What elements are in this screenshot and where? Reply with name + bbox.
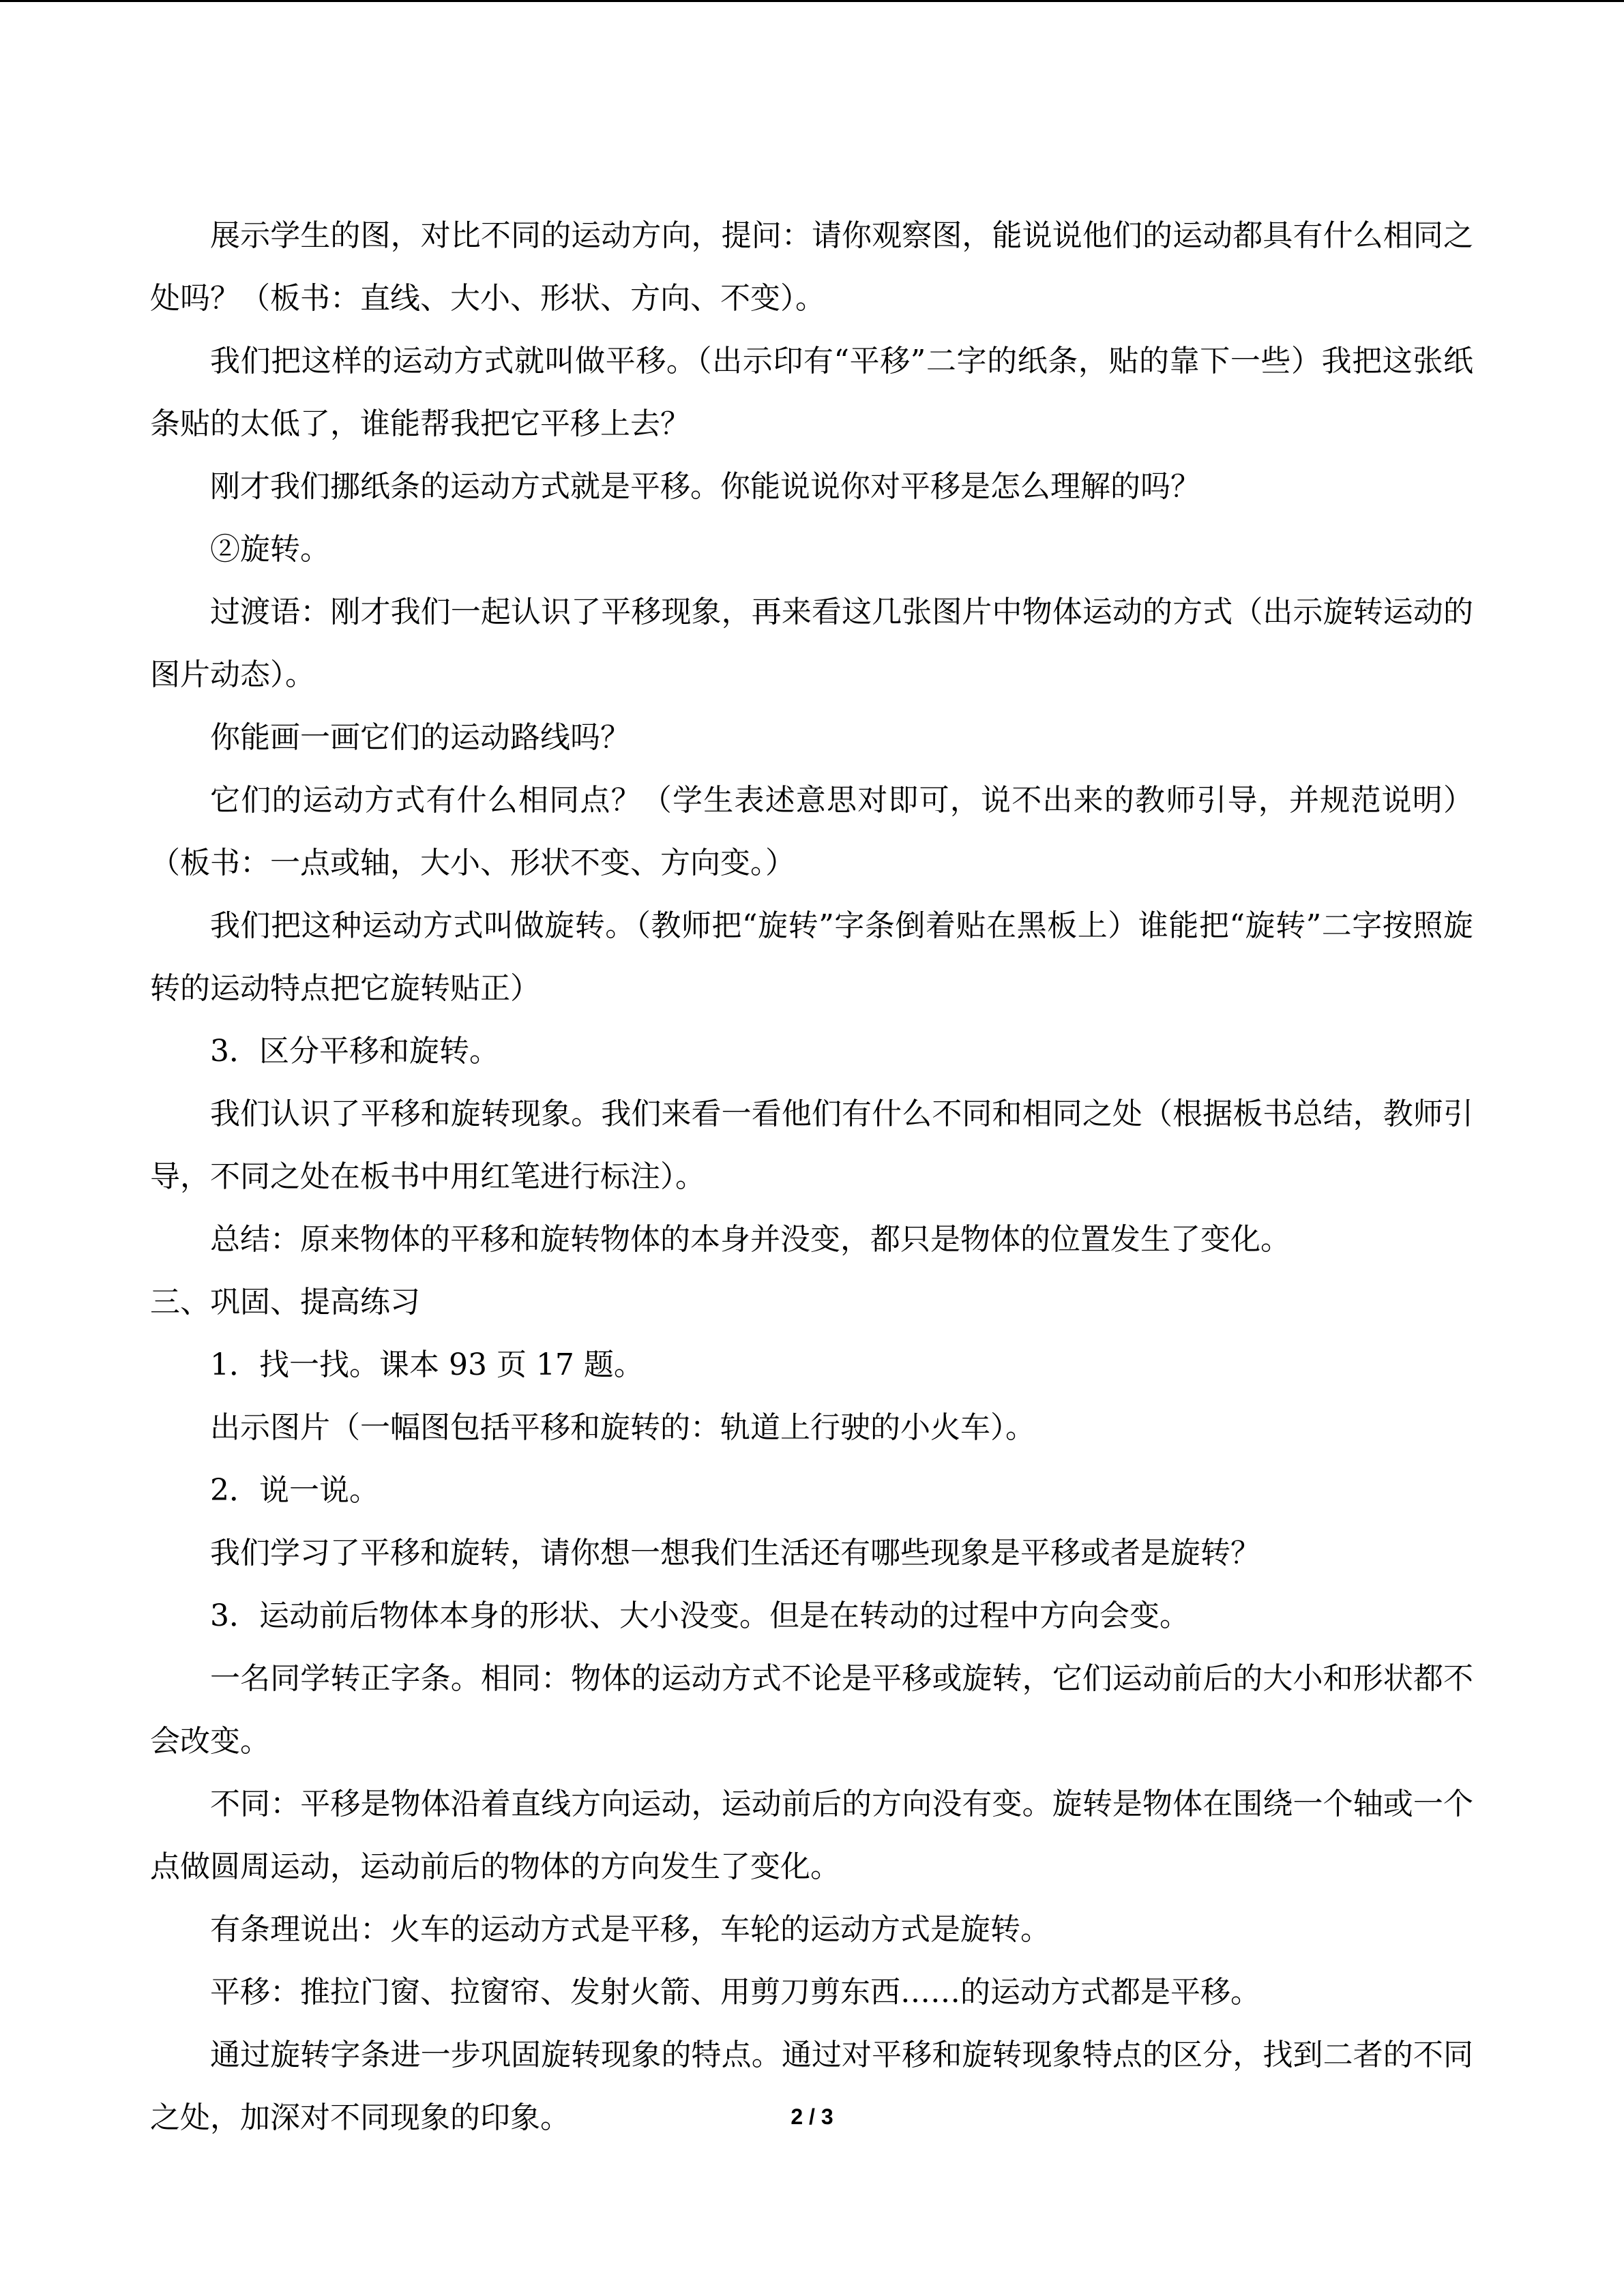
paragraph: 我们学习了平移和旋转，请你想一想我们生活还有哪些现象是平移或者是旋转？	[210, 1536, 1260, 1570]
paragraph: 它们的运动方式有什么相同点？（学生表述意思对即可，说不出来的教师引导，并规范说明）（板书：一点或轴，大小、形状不变、方向变。）	[150, 783, 1473, 880]
page-number: 2 / 3	[791, 2104, 833, 2129]
paragraph: 我们把这种运动方式叫做旋转。（教师把“旋转”字条倒着贴在黑板上）谁能把“旋转”二字按照旋转的运动特点把它旋转贴正）	[150, 908, 1473, 1006]
exercise-item: 1．找一找。课本 93 页 17 题。	[210, 1347, 644, 1382]
exercise-item: 3．运动前后物体本身的形状、大小没变。但是在转动的过程中方向会变。	[210, 1598, 1190, 1633]
paragraph: 出示图片（一幅图包括平移和旋转的：轨道上行驶的小火车）。	[210, 1410, 1035, 1445]
section-heading: 三、巩固、提高练习	[150, 1285, 420, 1320]
paragraph: 不同：平移是物体沿着直线方向运动，运动前后的方向没有变。旋转是物体在围绕一个轴或一个点做圆周运动，运动前后的物体的方向发生了变化。	[150, 1787, 1473, 1884]
paragraph: 我们把这样的运动方式就叫做平移。（出示印有“平移”二字的纸条，贴的靠下一些）我把这张纸条贴的太低了，谁能帮我把它平移上去？	[150, 344, 1474, 441]
exercise-item: 2．说一说。	[210, 1473, 379, 1508]
paragraph: 一名同学转正字条。相同：物体的运动方式不论是平移或旋转，它们运动前后的大小和形状都不会改变。	[150, 1661, 1473, 1759]
paragraph: 你能画一画它们的运动路线吗？	[210, 720, 630, 755]
paragraph: 展示学生的图，对比不同的运动方向，提问：请你观察图，能说说他们的运动都具有什么相同之处吗？（板书：直线、大小、形状、方向、不变）。	[150, 218, 1473, 316]
paragraph: 平移：推拉门窗、拉窗帘、发射火箭、用剪刀剪东西……的运动方式都是平移。	[210, 1975, 1260, 2010]
paragraph: 过渡语：刚才我们一起认识了平移现象，再来看这几张图片中物体运动的方式（出示旋转运动的图片动态）。	[150, 595, 1473, 692]
paragraph: 我们认识了平移和旋转现象。我们来看一看他们有什么不同和相同之处（根据板书总结，教师引导，不同之处在板书中用红笔进行标注）。	[150, 1097, 1473, 1194]
document-body	[150, 205, 1473, 2149]
paragraph: 总结：原来物体的平移和旋转物体的本身并没变，都只是物体的位置发生了变化。	[210, 1222, 1290, 1257]
subheading-rotation: ②旋转。	[210, 532, 330, 567]
subheading-distinguish: 3．区分平移和旋转。	[210, 1034, 499, 1069]
paragraph: 通过旋转字条进一步巩固旋转现象的特点。通过对平移和旋转现象特点的区分，找到二者的不同之处，加深对不同现象的印象。	[150, 2038, 1473, 2135]
paragraph: 刚才我们挪纸条的运动方式就是平移。你能说说你对平移是怎么理解的吗？	[210, 469, 1200, 504]
paragraph: 有条理说出：火车的运动方式是平移，车轮的运动方式是旋转。	[210, 1912, 1050, 1947]
top-border-line	[0, 0, 1624, 2]
